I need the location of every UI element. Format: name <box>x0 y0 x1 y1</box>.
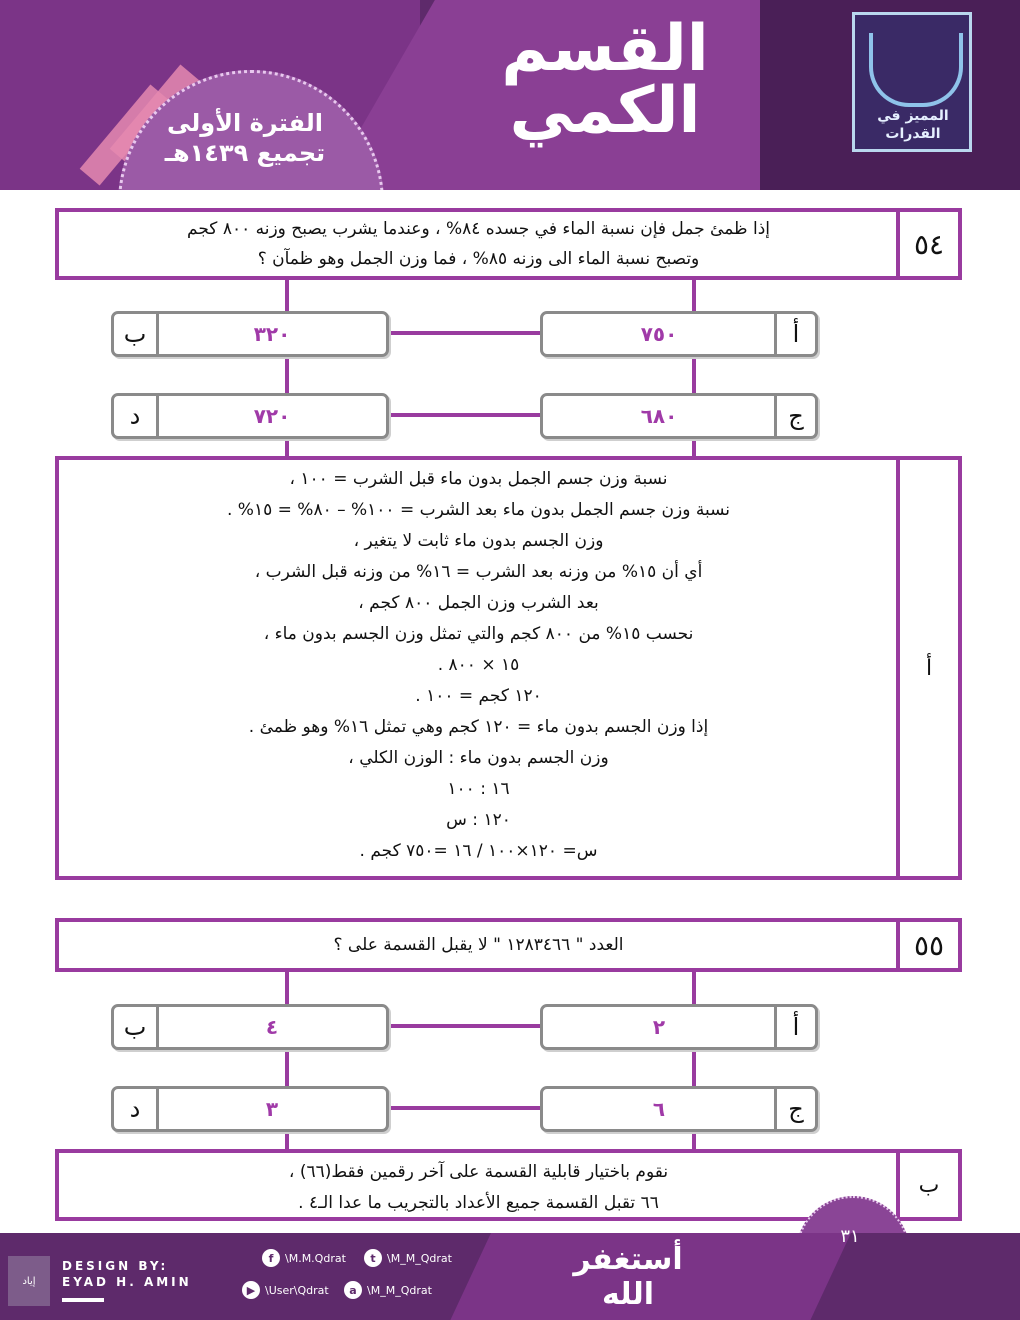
solution-line: إذا وزن الجسم بدون ماء = ١٢٠ كجم وهي تمثل ١٦% وهو ظمئ . <box>248 717 709 737</box>
period-label <box>130 108 360 168</box>
option-letter: أ <box>774 1007 815 1047</box>
solution-line: ١٦ : ١٠٠ <box>447 779 510 799</box>
solution-line: ١٢٠ كجم = ١٠٠ . <box>415 686 542 706</box>
option-value: ٣ <box>265 1097 279 1121</box>
question-54-text <box>69 212 888 276</box>
option-c[interactable] <box>540 393 818 439</box>
facebook-link[interactable] <box>262 1249 346 1267</box>
page-header <box>0 0 1020 190</box>
option-a[interactable] <box>540 1004 818 1050</box>
designer-signature: إياد <box>8 1256 50 1306</box>
option-letter: ب <box>114 1007 159 1047</box>
question-54-number: ٥٤ <box>896 212 958 276</box>
youtube-icon: ▶ <box>242 1281 260 1299</box>
solution-line: ١٢٠ : س <box>446 810 511 830</box>
connector-line <box>388 331 542 335</box>
option-letter: د <box>114 396 159 436</box>
design-credit <box>62 1258 192 1290</box>
solution-line: ٦٦ تقبل القسمة جميع الأعداد بالتجريب ما عدا الـ٤ . <box>298 1193 659 1213</box>
option-letter: ج <box>774 396 815 436</box>
question-55-box <box>55 918 962 972</box>
period-line1: الفترة الأولى <box>166 109 324 137</box>
page-number: ٣١ <box>840 1226 860 1247</box>
calligraphy-text: أستغفر الله <box>573 1242 683 1312</box>
twitter-handle: \M_M_Qdrat <box>387 1251 452 1265</box>
option-a[interactable] <box>540 311 818 357</box>
section-title <box>420 12 790 148</box>
solution-line: وزن الجسم بدون ماء : الوزن الكلي ، <box>348 748 609 768</box>
connector-line <box>388 1024 542 1028</box>
logo <box>852 12 972 152</box>
option-letter: أ <box>774 314 815 354</box>
solution-line: نسبة وزن جسم الجمل بدون ماء قبل الشرب = ١٠٠ ، <box>289 469 668 489</box>
solution-line: بعد الشرب وزن الجمل ٨٠٠ كجم ، <box>358 593 599 613</box>
section-title-line2: الكمي <box>509 74 701 148</box>
option-letter: ج <box>774 1089 815 1129</box>
design-credit-line: EYAD H. AMIN <box>62 1275 192 1289</box>
question-55-text <box>69 922 888 968</box>
facebook-icon: f <box>262 1249 280 1267</box>
option-d[interactable] <box>111 1086 389 1132</box>
twitter-icon: t <box>364 1249 382 1267</box>
solution-line: س= ١٢٠×١٠٠ / ١٦ =٧٥٠ كجم . <box>359 841 598 861</box>
period-line2: تجميع ١٤٣٩هـ <box>164 139 326 167</box>
connector-line <box>388 1106 542 1110</box>
divider <box>62 1298 104 1302</box>
option-letter: ب <box>114 314 159 354</box>
option-value: ٦٨٠ <box>640 404 678 428</box>
option-b[interactable] <box>111 311 389 357</box>
answer-letter: أ <box>896 460 958 876</box>
connector-line <box>388 413 542 417</box>
solution-line: أي أن ١٥% من وزنه بعد الشرب = ١٦% من وزنه قبل الشرب ، <box>254 562 703 582</box>
twitter-link[interactable] <box>364 1249 452 1267</box>
option-value: ٧٥٠ <box>640 322 678 346</box>
section-title-line1: القسم <box>501 12 709 86</box>
question-54-box <box>55 208 962 280</box>
option-letter: د <box>114 1089 159 1129</box>
question-text-line: إذا ظمئ جمل فإن نسبة الماء في جسده ٨٤% ، وعندما يشرب يصبح وزنه ٨٠٠ كجم <box>187 219 770 239</box>
option-value: ٤ <box>265 1015 279 1039</box>
option-value: ٦ <box>652 1097 666 1121</box>
option-value: ٧٢٠ <box>253 404 291 428</box>
youtube-link[interactable] <box>242 1281 329 1299</box>
solution-text <box>69 1157 888 1219</box>
ask-handle: \M_M_Qdrat <box>367 1283 432 1297</box>
facebook-handle: \M.M.Qdrat <box>285 1251 346 1265</box>
option-d[interactable] <box>111 393 389 439</box>
option-c[interactable] <box>540 1086 818 1132</box>
solution-line: نحسب ١٥% من ٨٠٠ كجم والتي تمثل وزن الجسم بدون ماء ، <box>263 624 694 644</box>
youtube-handle: \User\Qdrat <box>265 1283 329 1297</box>
solution-line: نسبة وزن جسم الجمل بدون ماء بعد الشرب = ١٠٠% – ٨٠% = ١٥% . <box>226 500 731 520</box>
logo-text: المميز في القدرات <box>877 108 949 142</box>
ask-link[interactable] <box>344 1281 432 1299</box>
answer-letter: ب <box>896 1153 958 1217</box>
option-b[interactable] <box>111 1004 389 1050</box>
ask-icon: a <box>344 1281 362 1299</box>
solution-text <box>69 464 888 867</box>
question-text-line: العدد " ١٢٨٣٤٦٦ " لا يقبل القسمة على ؟ <box>333 935 624 955</box>
solution-line: ١٥ × ٨٠٠ . <box>437 655 520 675</box>
question-55-number: ٥٥ <box>896 922 958 968</box>
design-credit-line: DESIGN BY: <box>62 1259 169 1273</box>
question-text-line: وتصبح نسبة الماء الى وزنه ٨٥% ، فما وزن الجمل وهو ظمآن ؟ <box>257 249 700 269</box>
solution-line: وزن الجسم بدون ماء ثابت لا يتغير ، <box>353 531 604 551</box>
solution-line: نقوم باختيار قابلية القسمة على آخر رقمين فقط(٦٦) ، <box>288 1162 669 1182</box>
option-value: ٣٢٠ <box>253 322 291 346</box>
book-icon <box>869 33 963 107</box>
option-value: ٢ <box>652 1015 666 1039</box>
answer-54-box <box>55 456 962 880</box>
